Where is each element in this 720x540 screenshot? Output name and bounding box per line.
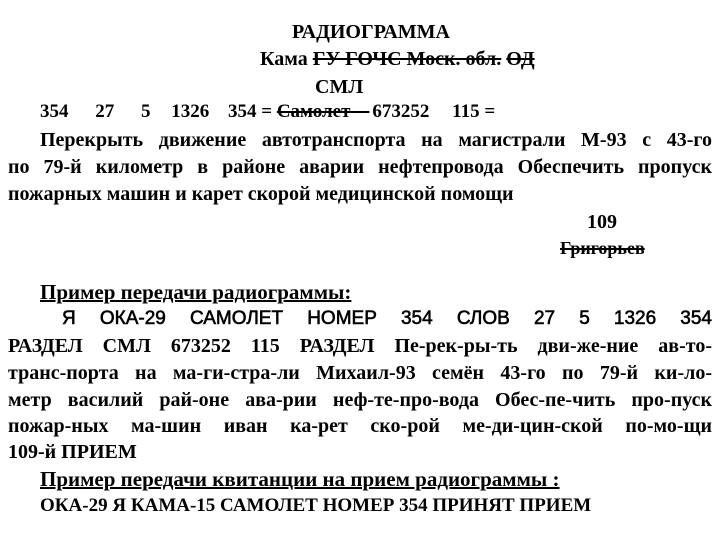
radiogram-body-line-2: по 79-й километр в районе аварии нефтепровода Обеспечить пропуск: [8, 156, 712, 178]
transmission-line-6: 109-й ПРИЕМ: [8, 441, 137, 463]
transmission-line-1: Я ОКА-29 САМОЛЕТ НОМЕР 354 СЛОВ 27 5 1326 354: [62, 308, 712, 329]
recipient-od: ОД: [506, 48, 535, 70]
header-pages: 5: [141, 101, 151, 122]
header-tail: 115 =: [452, 101, 496, 122]
transmission-heading: Пример передачи радиограммы:: [40, 280, 352, 304]
transmission-line-5: пожар-ных ма-шин иван ка-рет ско-рой ме-ди-цин-ской по-мо-щи: [8, 415, 712, 437]
radiogram-body-line-3: пожарных машин и карет скорой медицинской помощи: [8, 183, 514, 205]
header-code: 673252: [372, 101, 430, 122]
radiogram-recipient: [260, 47, 535, 71]
transmission-line-4: метр василий рай-оне ава-рии неф-те-про-вода Обес-пе-чить про-пуск: [8, 389, 712, 411]
transmission-line-3: транс-порта на ма-ги-стра-ли Михаил-93 семён 43-го по 79-й ки-ло-: [8, 362, 712, 384]
recipient-prefix: Кама: [260, 48, 308, 70]
header-time: 1326: [171, 101, 210, 122]
radiogram-body-line-1: Перекрыть движение автотранспорта на магистрали М-93 с 43-го: [40, 129, 712, 151]
radiogram-header: [40, 100, 495, 124]
header-words: 27: [95, 101, 115, 122]
radiogram-category: СМЛ: [315, 76, 364, 98]
receipt-line: ОКА-29 Я КАМА-15 САМОЛЕТ НОМЕР 354 ПРИНЯТ ПРИЕМ: [40, 495, 592, 516]
header-struck-word: Самолет: [276, 101, 351, 122]
header-number: 354: [40, 101, 69, 122]
signature-name: Григорьев: [560, 238, 645, 258]
signature-number: 109: [587, 211, 617, 233]
transmission-line-2: РАЗДЕЛ СМЛ 673252 115 РАЗДЕЛ Пе-рек-ры-ть дви-же-ние ав-то-: [8, 335, 712, 357]
header-repeat: 354 =: [228, 101, 273, 122]
receipt-heading: Пример передачи квитанции на прием радиограммы :: [40, 467, 560, 491]
radiogram-title: РАДИОГРАММА: [292, 21, 450, 43]
recipient-struck: ГУ ГОЧС Моск. обл.: [312, 48, 502, 70]
